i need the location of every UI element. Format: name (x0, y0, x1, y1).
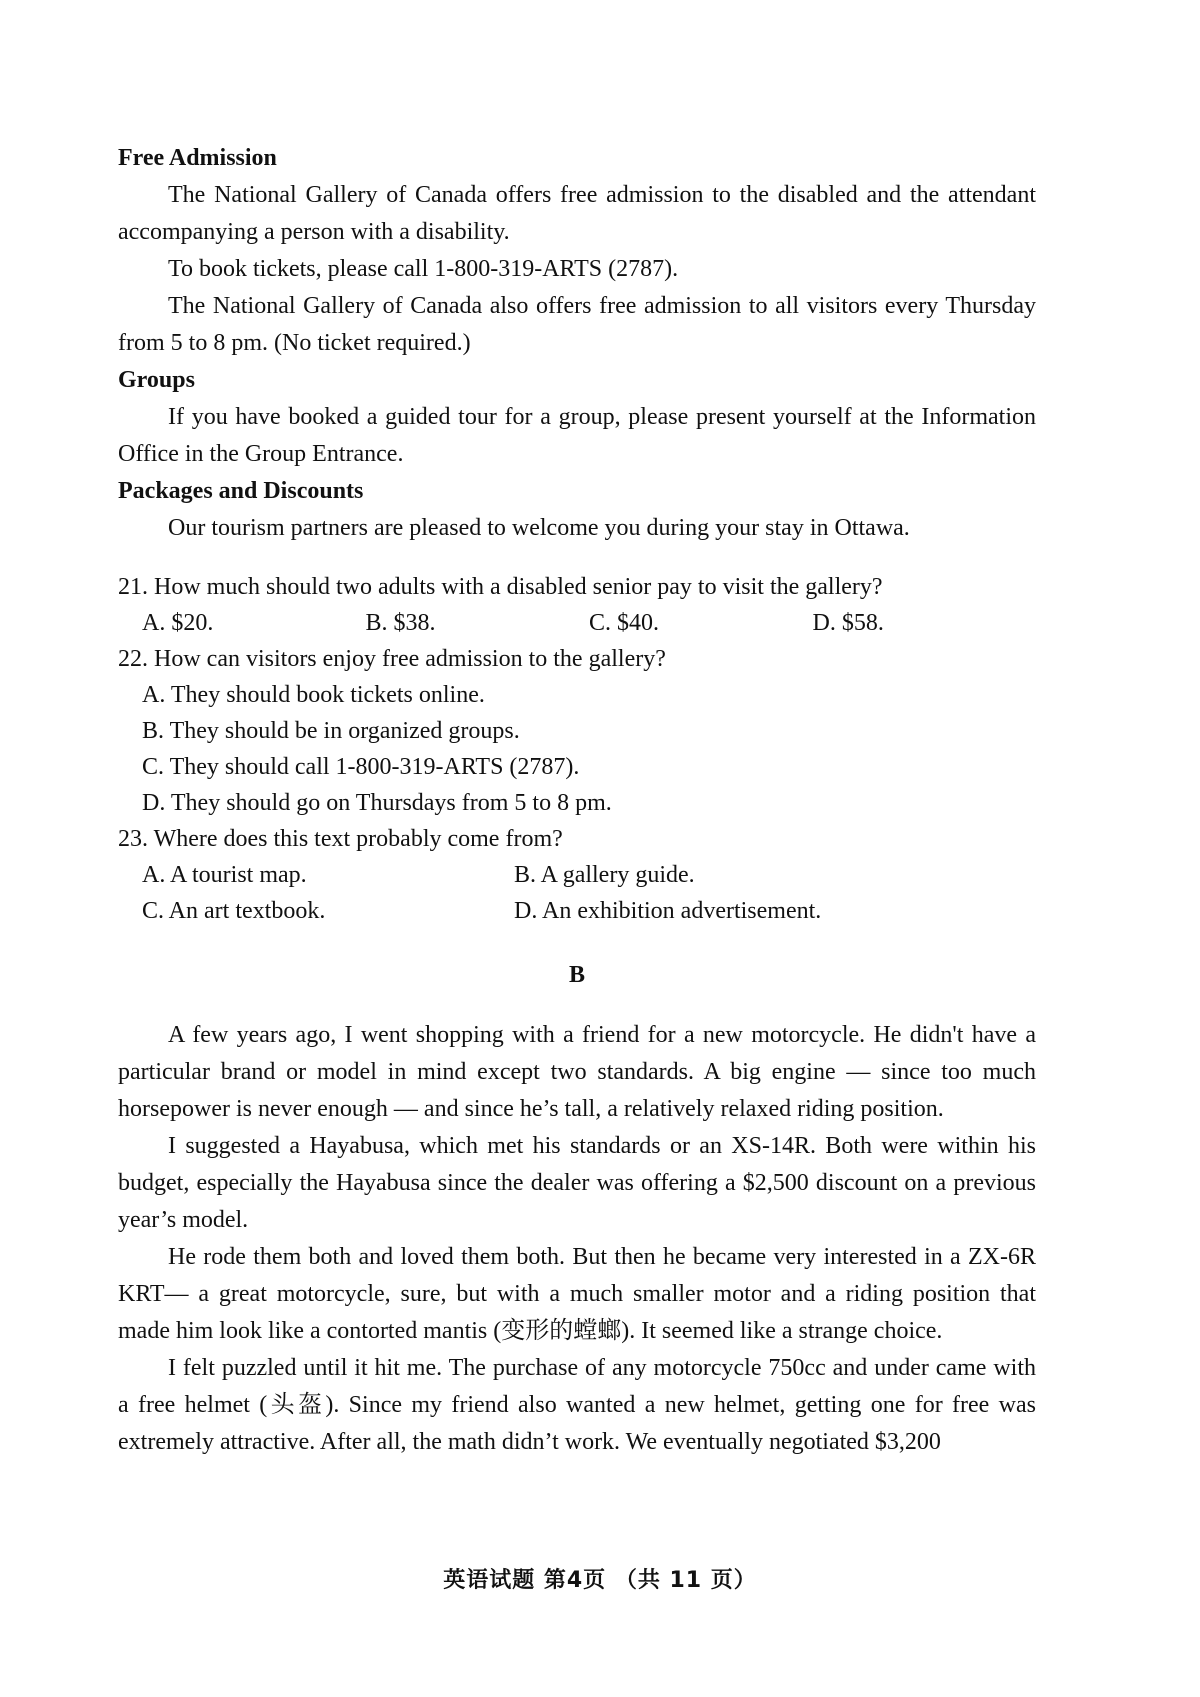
paragraph: To book tickets, please call 1-800-319-ARTS (2787). (168, 256, 679, 282)
option-a: A. They should book tickets online. (142, 682, 485, 708)
option-c: C. They should call 1-800-319-ARTS (2787). (142, 754, 580, 780)
option-c: C. $40. (589, 610, 660, 636)
option-d: D. $58. (812, 610, 884, 636)
section-heading-packages: Packages and Discounts (118, 478, 364, 504)
question-21-options (118, 605, 1036, 641)
page-footer: 英语试题 第4页 （共 11 页） (443, 1568, 757, 1593)
section-b-label: B (568, 962, 585, 988)
option-a: A. $20. (142, 610, 214, 636)
passage-paragraph: I suggested a Hayabusa, which met his standards or an XS-14R. Both were within his budget, especially the Hayabusa since the dealer was offering a $2,500 discount on a previous year’s model. (118, 1133, 1036, 1233)
exam-page (118, 140, 1036, 1461)
passage-paragraph: He rode them both and loved them both. But then he became very interested in a ZX-6R KRT— a great motorcycle, sure, but with a much smaller motor and a riding position that made him look like a contorted mantis (变形的螳螂). It seemed like a strange choice. (118, 1244, 1036, 1344)
option-a: A. A tourist map. (142, 862, 307, 888)
passage-b (118, 1017, 1036, 1461)
section-heading-free-admission: Free Admission (118, 145, 277, 171)
option-b: B. $38. (365, 610, 436, 636)
option-b: B. A gallery guide. (514, 862, 695, 888)
question-22-stem: 22. How can visitors enjoy free admission to the gallery? (118, 646, 666, 672)
passage-paragraph: A few years ago, I went shopping with a friend for a new motorcycle. He didn't have a particular brand or model in mind except two standards. A big engine — since too much horsepower is never enough — and since he’s tall, a relatively relaxed riding position. (118, 1022, 1036, 1122)
option-b: B. They should be in organized groups. (142, 718, 520, 744)
option-c: C. An art textbook. (142, 898, 326, 924)
paragraph: If you have booked a guided tour for a group, please present yourself at the Information Office in the Group Entrance. (118, 404, 1036, 467)
option-d: D. They should go on Thursdays from 5 to 8 pm. (142, 790, 612, 816)
passage-paragraph: I felt puzzled until it hit me. The purchase of any motorcycle 750cc and under came with a free helmet (头盔). Since my friend also wanted a new helmet, getting one for free was extremely attractive. After all, the math didn’t work. We eventually negotiated $3,200 (118, 1355, 1036, 1455)
paragraph: The National Gallery of Canada offers free admission to the disabled and the attendant accompanying a person with a disability. (118, 182, 1036, 245)
question-23-stem: 23. Where does this text probably come from? (118, 826, 563, 852)
question-23-options (118, 857, 1036, 929)
option-d: D. An exhibition advertisement. (514, 898, 822, 924)
question-21-stem: 21. How much should two adults with a disabled senior pay to visit the gallery? (118, 574, 883, 600)
paragraph: The National Gallery of Canada also offers free admission to all visitors every Thursday from 5 to 8 pm. (No ticket required.) (118, 293, 1036, 356)
paragraph: Our tourism partners are pleased to welcome you during your stay in Ottawa. (168, 515, 910, 541)
section-heading-groups: Groups (118, 367, 195, 393)
